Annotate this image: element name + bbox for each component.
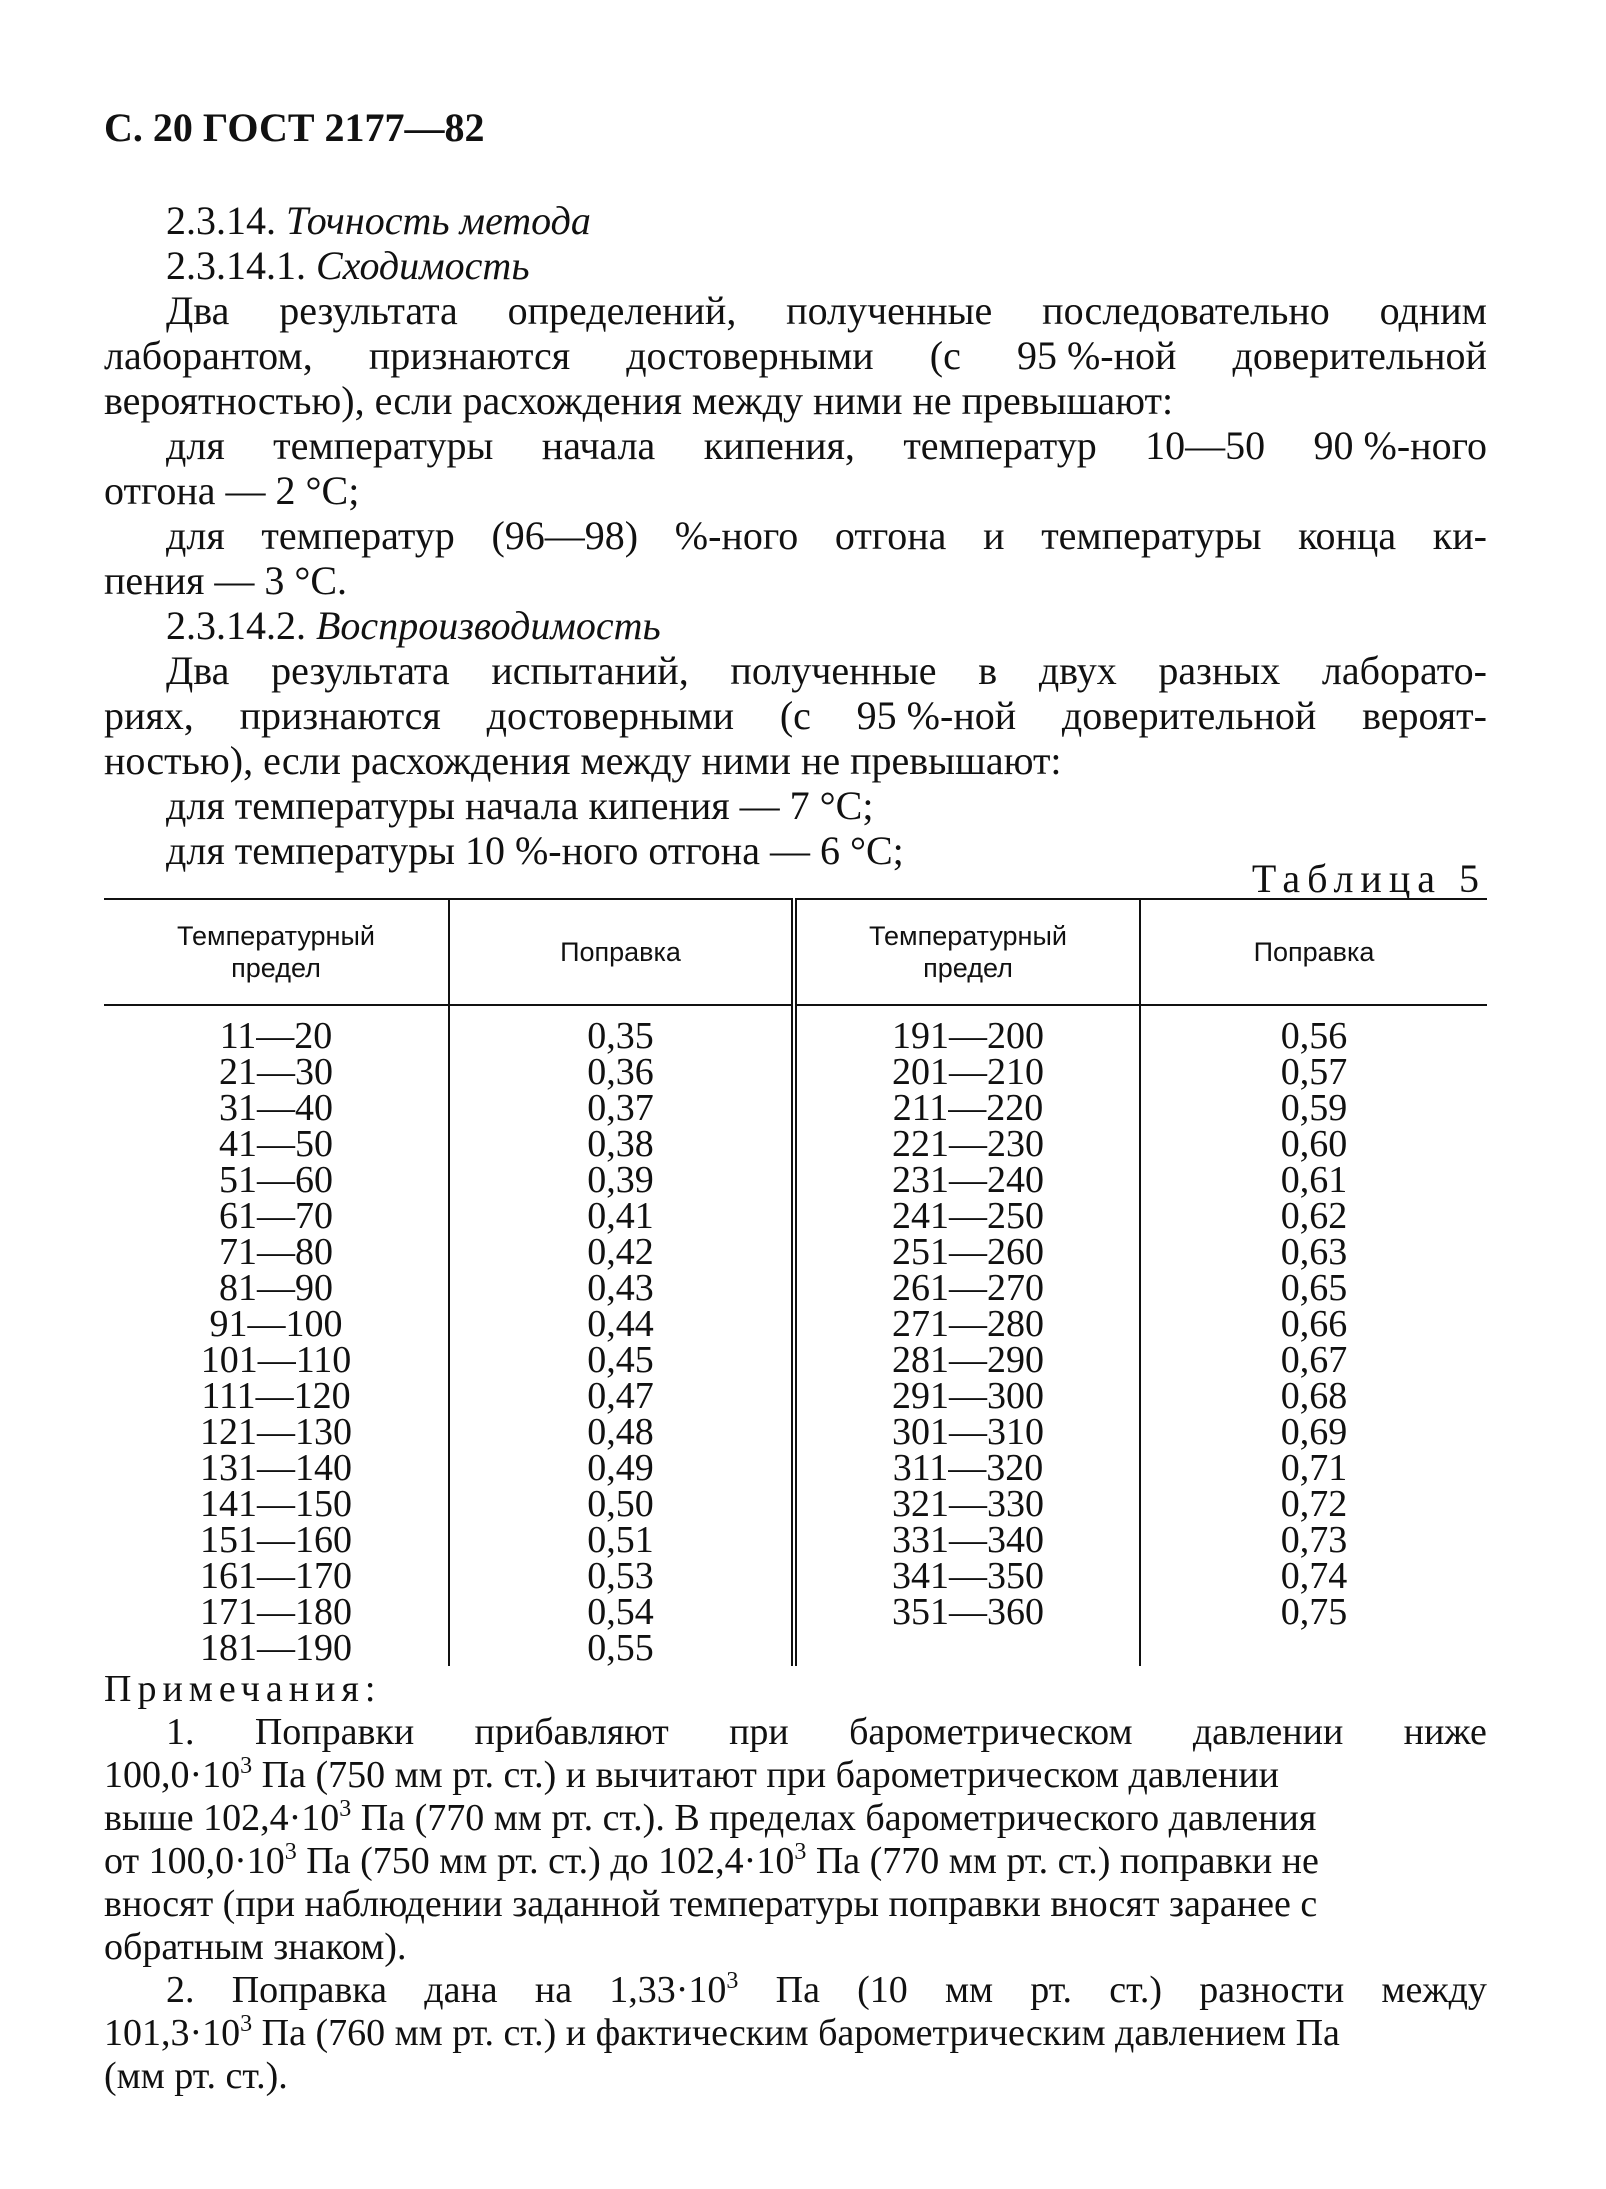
p4-line-2: риях, признаются достоверными (с 95 %-ной доверительной вероят- [104, 693, 1487, 738]
cell-correction-right: 0,62 [1280, 1195, 1348, 1237]
note-1-line-1: 1. Поправки прибавляют при барометрическом давлении ниже [166, 1711, 1487, 1753]
cell-correction-right: 0,69 [1280, 1411, 1348, 1453]
p1-line-1: Два результата определений, полученные последовательно одним [166, 288, 1487, 333]
cell-correction-right: 0,75 [1280, 1591, 1348, 1633]
cell-correction-left: 0,49 [449, 1450, 794, 1486]
cell-correction-left: 0,36 [449, 1054, 794, 1090]
page-header: С. 20 ГОСТ 2177—82 [104, 105, 485, 150]
table-row [104, 1522, 1487, 1558]
p2-line-2: отгона — 2 °С; [104, 468, 360, 513]
cell-correction-left: 0,44 [449, 1306, 794, 1342]
cell-correction-left: 0,38 [449, 1126, 794, 1162]
cell-range-left: 131—140 [104, 1450, 449, 1486]
cell-range-right: 331—340 [794, 1522, 1140, 1558]
table-body [104, 1005, 1487, 1669]
cell-range-right: 251—260 [794, 1234, 1140, 1270]
cell-correction-left: 0,47 [449, 1378, 794, 1414]
cell-range-left: 121—130 [104, 1414, 449, 1450]
p4-line-3: ностью), если расхождения между ними не превышают: [104, 738, 1062, 783]
notes-title: Примечания: [104, 1668, 382, 1710]
cell-range-left: 81—90 [104, 1270, 449, 1306]
cell-range-left: 171—180 [104, 1594, 449, 1630]
table-row [104, 1054, 1487, 1090]
paragraph-line [104, 423, 1487, 468]
table-header-row [104, 899, 1487, 1005]
cell-range-right: 191—200 [794, 1005, 1140, 1054]
cell-range-left: 21—30 [104, 1054, 449, 1090]
cell-range-left: 61—70 [104, 1198, 449, 1234]
cell-range-right: 241—250 [794, 1198, 1140, 1234]
table-row [104, 1270, 1487, 1306]
note-2-line-3: (мм рт. ст.). [104, 2055, 288, 2097]
section-2-3-14 [104, 198, 1487, 873]
cell-correction-right: 0,66 [1280, 1303, 1348, 1345]
cell-range-left: 101—110 [104, 1342, 449, 1378]
heading-2-3-14-2: 2.3.14.2. Воспроизводимость [166, 603, 661, 648]
note-1-line-4: от $100,0\cdot 10^3$ Па (750 мм рт. ст.) до $102,4\cdot 10^3$ Па (770 мм рт. ст.) поправки не [104, 1839, 1319, 1882]
header-correction-1: Поправка [449, 899, 794, 1005]
cell-range-right: 291—300 [794, 1378, 1140, 1414]
paragraph-line [104, 288, 1487, 333]
cell-correction-left: 0,37 [449, 1090, 794, 1126]
cell-correction-right: 0,60 [1280, 1123, 1348, 1165]
note-1-line-5: вносят (при наблюдении заданной температуры поправки вносят заранее с [104, 1883, 1318, 1925]
table-row [104, 1342, 1487, 1378]
cell-range-right: 221—230 [794, 1126, 1140, 1162]
p6-line: для температуры 10 %-ного отгона — 6 °С; [166, 828, 904, 873]
p4-line-1: Два результата испытаний, полученные в двух разных лаборато- [166, 648, 1487, 693]
cell-correction-left: 0,45 [449, 1342, 794, 1378]
cell-correction-right: 0,59 [1280, 1087, 1348, 1129]
table-row [104, 1378, 1487, 1414]
table-row [104, 1005, 1487, 1054]
header-correction-2: Поправка [1140, 899, 1487, 1005]
cell-correction-left: 0,39 [449, 1162, 794, 1198]
table-row [104, 1594, 1487, 1630]
cell-range-left: 51—60 [104, 1162, 449, 1198]
cell-range-left: 141—150 [104, 1486, 449, 1522]
cell-correction-right: 0,63 [1280, 1231, 1348, 1273]
cell-range-right: 201—210 [794, 1054, 1140, 1090]
table-row [104, 1414, 1487, 1450]
cell-correction-right: 0,74 [1280, 1555, 1348, 1597]
table-row [104, 1558, 1487, 1594]
heading-2-3-14: 2.3.14. Точность метода [166, 198, 591, 243]
cell-range-right: 261—270 [794, 1270, 1140, 1306]
cell-correction-left: 0,54 [449, 1594, 794, 1630]
note-1-line [104, 1711, 1487, 1754]
table-row [104, 1486, 1487, 1522]
table-row [104, 1450, 1487, 1486]
cell-correction-right: 0,56 [1280, 1015, 1348, 1057]
cell-correction-left: 0,48 [449, 1414, 794, 1450]
cell-correction-right: 0,72 [1280, 1483, 1348, 1525]
cell-correction-left: 0,41 [449, 1198, 794, 1234]
cell-correction-right [1140, 1630, 1487, 1666]
cell-range-right: 271—280 [794, 1306, 1140, 1342]
table-row [104, 1630, 1487, 1666]
cell-correction-right: 0,57 [1280, 1051, 1348, 1093]
cell-range-right: 321—330 [794, 1486, 1140, 1522]
cell-correction-right: 0,73 [1280, 1519, 1348, 1561]
correction-table [104, 898, 1487, 1669]
note-2-line [104, 1969, 1487, 2012]
cell-correction-left: 0,42 [449, 1234, 794, 1270]
paragraph-line [104, 648, 1487, 693]
header-range-1: Температурный предел [104, 899, 449, 1005]
cell-correction-left: 0,55 [449, 1630, 794, 1666]
paragraph-line [104, 513, 1487, 558]
cell-range-left: 71—80 [104, 1234, 449, 1270]
table-row [104, 1234, 1487, 1270]
cell-range-right: 231—240 [794, 1162, 1140, 1198]
cell-range-left: 31—40 [104, 1090, 449, 1126]
p2-line-1: для температуры начала кипения, температур 10—50 90 %-ного [166, 423, 1487, 468]
table-row [104, 1126, 1487, 1162]
notes [104, 1668, 1487, 2098]
cell-range-left: 11—20 [104, 1005, 449, 1054]
p5-line: для температуры начала кипения — 7 °С; [166, 783, 874, 828]
cell-range-right [794, 1630, 1140, 1666]
table-row [104, 1306, 1487, 1342]
table-caption: Таблица 5 [1251, 856, 1486, 901]
cell-correction-right: 0,68 [1280, 1375, 1348, 1417]
cell-correction-left: 0,51 [449, 1522, 794, 1558]
cell-range-left: 111—120 [104, 1378, 449, 1414]
cell-correction-right: 0,71 [1280, 1447, 1348, 1489]
header-range-2: Температурный предел [794, 899, 1140, 1005]
cell-range-left: 181—190 [104, 1630, 449, 1666]
cell-range-left: 151—160 [104, 1522, 449, 1558]
heading-2-3-14-1: 2.3.14.1. Сходимость [166, 243, 530, 288]
table-row [104, 1162, 1487, 1198]
note-1-line-3: выше $102,4\cdot 10^3$ Па (770 мм рт. ст.). В пределах барометрического давления [104, 1796, 1317, 1839]
cell-correction-left: 0,50 [449, 1486, 794, 1522]
cell-correction-right: 0,65 [1280, 1267, 1348, 1309]
cell-range-left: 91—100 [104, 1306, 449, 1342]
note-1-line-6: обратным знаком). [104, 1926, 407, 1968]
cell-correction-right: 0,67 [1280, 1339, 1348, 1381]
p3-line-2: пения — 3 °С. [104, 558, 348, 603]
cell-range-right: 311—320 [794, 1450, 1140, 1486]
table-row [104, 1090, 1487, 1126]
cell-range-left: 41—50 [104, 1126, 449, 1162]
table-row [104, 1198, 1487, 1234]
note-2-line-2: $101,3\cdot 10^3$ Па (760 мм рт. ст.) и фактическим барометрическим давлением Па [104, 2011, 1340, 2054]
p1-line-2: лаборантом, признаются достоверными (с 95 %-ной доверительной [104, 333, 1487, 378]
cell-range-left: 161—170 [104, 1558, 449, 1594]
note-2-line-1: 2. Поправка дана на $1,33\cdot 10^3$ Па (10 мм рт. ст.) разности между [166, 1968, 1487, 2011]
cell-range-right: 211—220 [794, 1090, 1140, 1126]
cell-correction-left: 0,35 [449, 1005, 794, 1054]
cell-correction-left: 0,43 [449, 1270, 794, 1306]
cell-correction-left: 0,53 [449, 1558, 794, 1594]
p3-line-1: для температур (96—98) %-ного отгона и температуры конца ки- [166, 513, 1487, 558]
note-1-line-2: $100,0\cdot 10^3$ Па (750 мм рт. ст.) и вычитают при барометрическом давлении [104, 1753, 1280, 1796]
cell-range-right: 351—360 [794, 1594, 1140, 1630]
cell-range-right: 301—310 [794, 1414, 1140, 1450]
p1-line-3: вероятностью), если расхождения между ними не превышают: [104, 378, 1174, 423]
cell-range-right: 341—350 [794, 1558, 1140, 1594]
cell-correction-right: 0,61 [1280, 1159, 1348, 1201]
cell-range-right: 281—290 [794, 1342, 1140, 1378]
